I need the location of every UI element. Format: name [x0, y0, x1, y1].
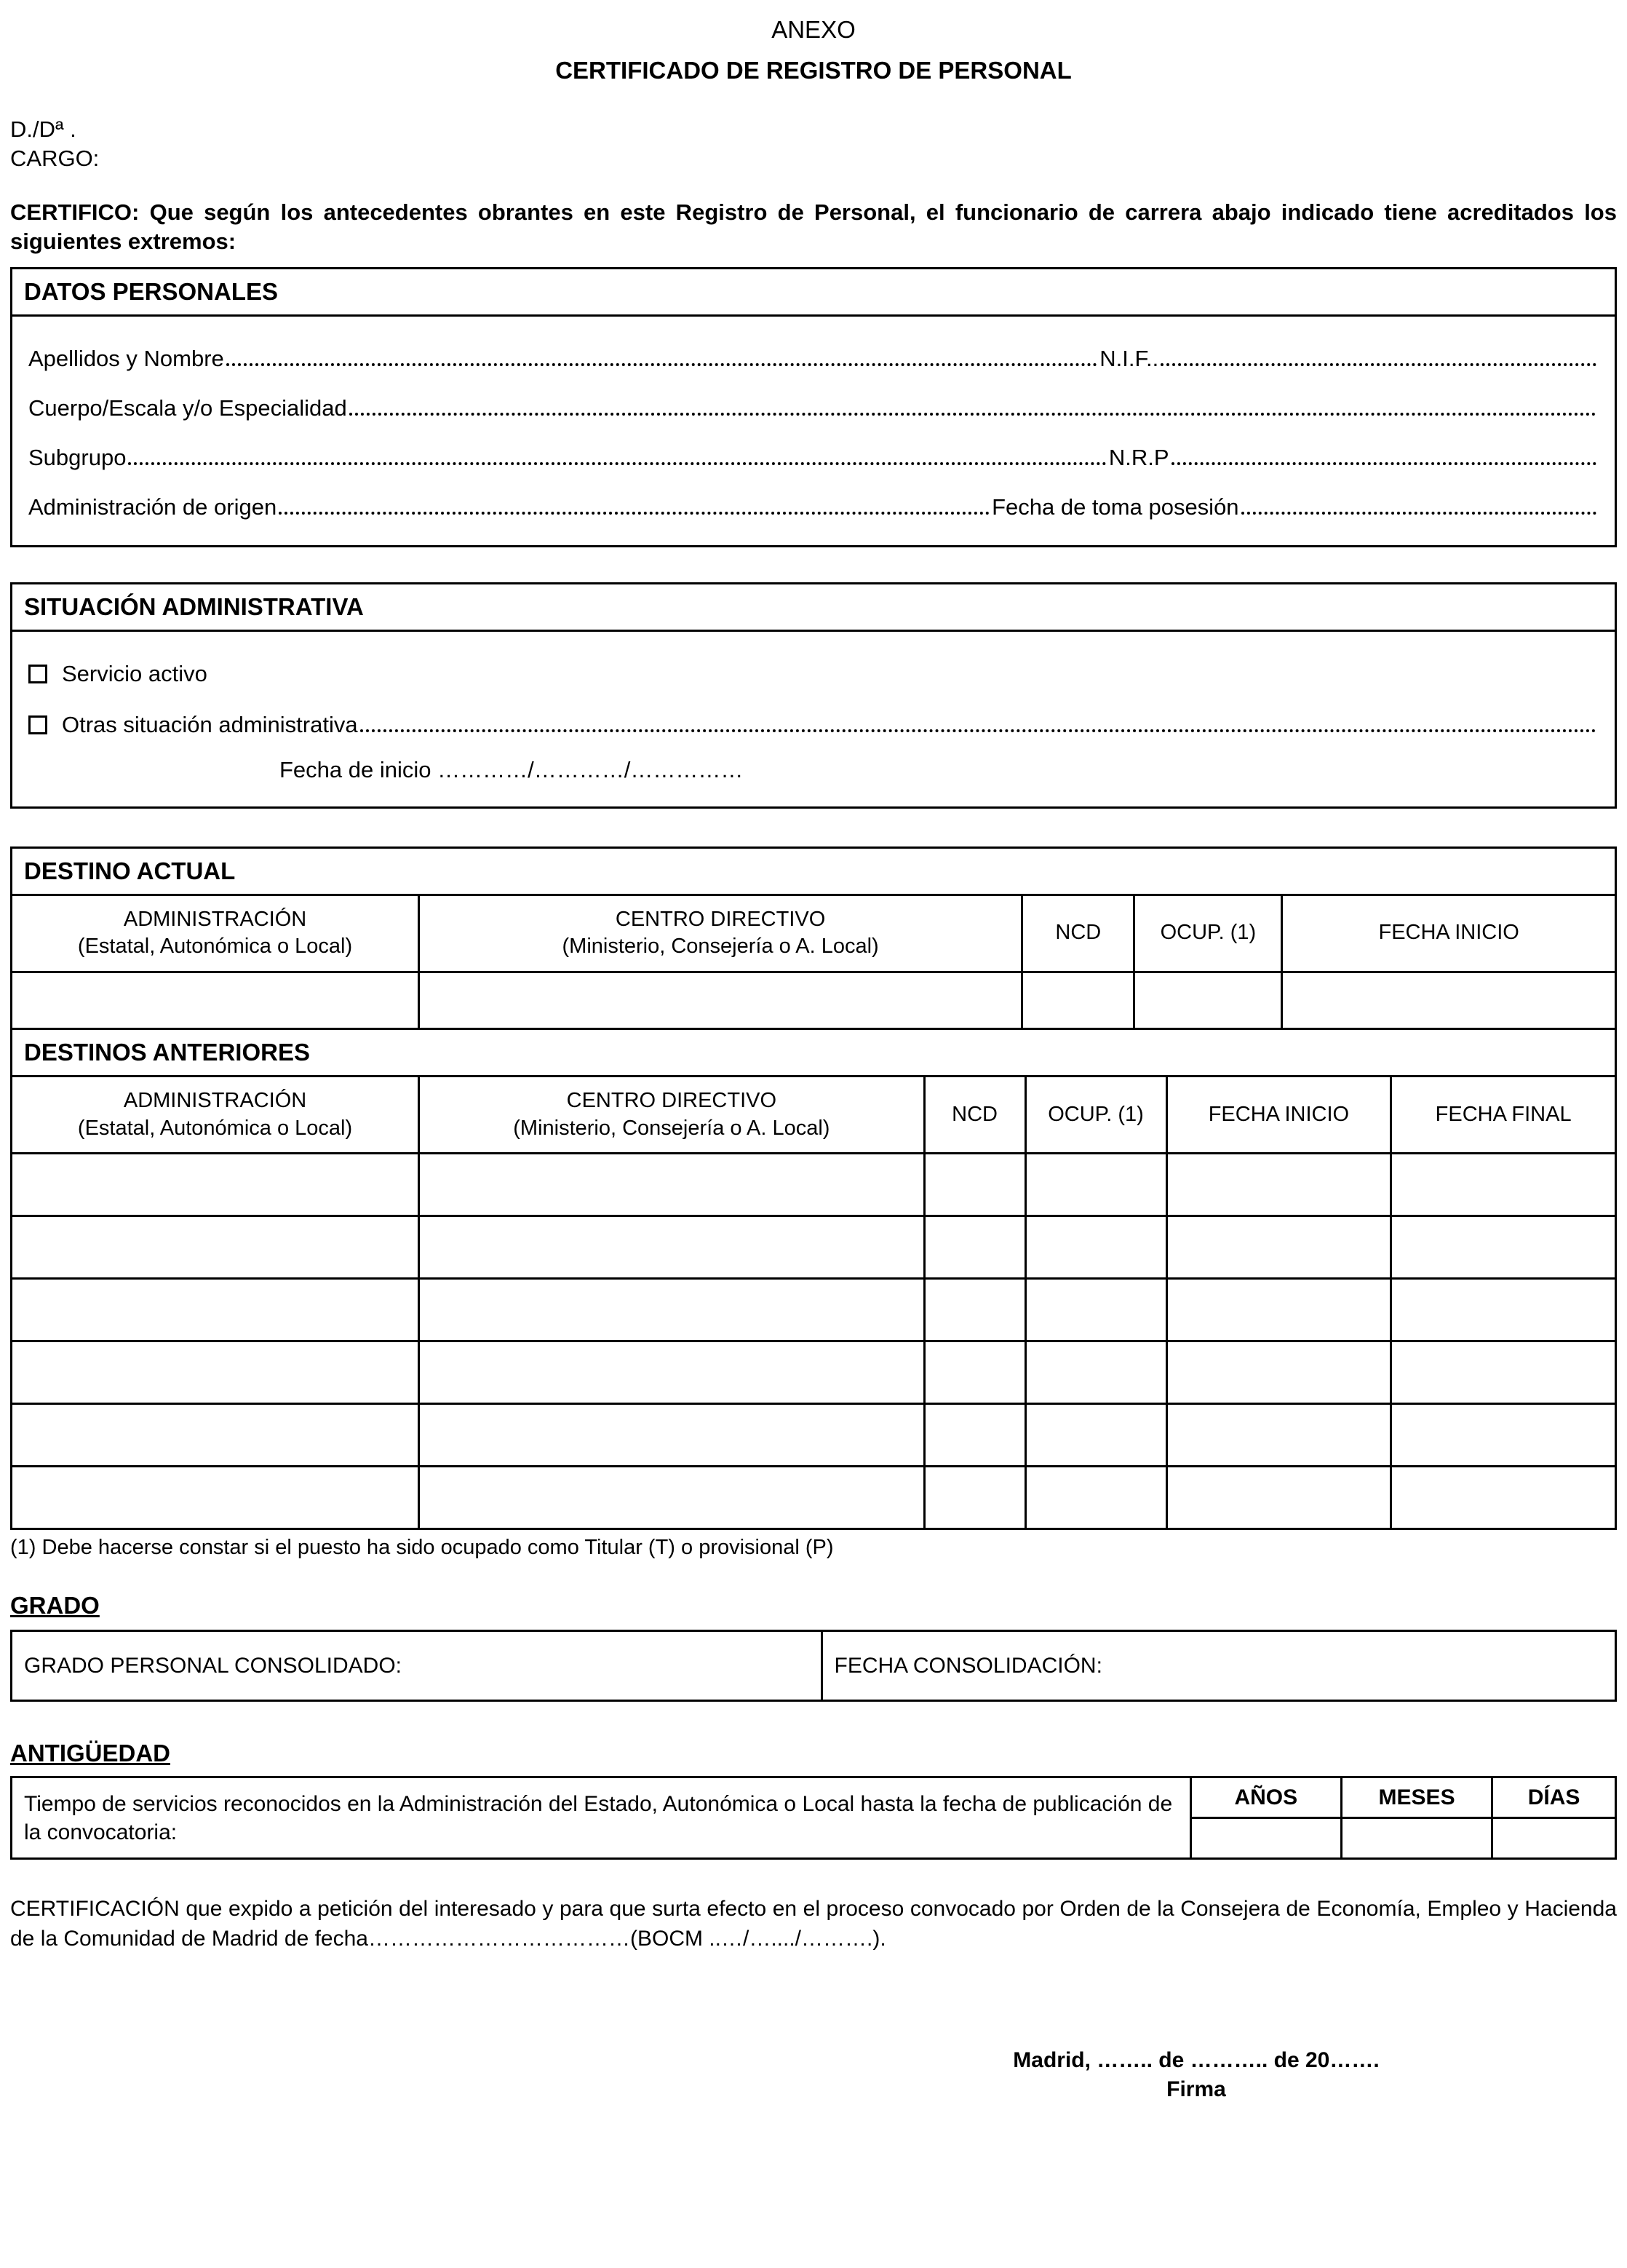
destino-section — [10, 846, 1617, 1531]
empty-cell — [419, 1279, 925, 1341]
empty-cell — [12, 1279, 419, 1341]
empty-cell — [1166, 1404, 1391, 1467]
certificate-page — [10, 16, 1617, 2102]
empty-cell — [419, 1154, 925, 1216]
empty-cell — [1022, 972, 1134, 1028]
empty-cell — [1025, 1341, 1166, 1404]
footnote-ocup: (1) Debe hacerse constar si el puesto ha sido ocupado como Titular (T) o provisional (P) — [10, 1536, 834, 1560]
otras-situacion-label: Otras situación administrativa — [62, 711, 358, 737]
otras-situacion-row — [28, 712, 1599, 738]
col-anos: AÑOS — [1190, 1777, 1341, 1818]
col-administracion-sub: (Estatal, Autonómica o Local) — [77, 935, 353, 959]
col-meses: MESES — [1341, 1777, 1492, 1818]
fecha-toma-posesion-label: Fecha de toma posesión — [992, 493, 1239, 520]
empty-cell — [1025, 1467, 1166, 1529]
cuerpo-escala-row — [28, 395, 1599, 421]
empty-cell — [419, 1216, 925, 1279]
dotted-leader — [226, 363, 1098, 366]
nrp-label: N.R.P — [1108, 444, 1169, 470]
situacion-administrativa-title: SITUACIÓN ADMINISTRATIVA — [12, 584, 1615, 632]
firma-label: Firma — [1166, 2077, 1226, 2102]
col-administracion-label: ADMINISTRACIÓN — [123, 1088, 307, 1112]
servicio-activo-checkbox[interactable] — [28, 665, 47, 683]
servicio-activo-row — [28, 661, 1599, 687]
dotted-leader — [1161, 363, 1596, 366]
col-centro-directivo-sub: (Ministerio, Consejería o A. Local) — [513, 1116, 830, 1140]
col-centro-directivo — [419, 1076, 925, 1153]
destinos-anteriores-empty-row — [12, 1154, 1616, 1216]
dotted-leader — [128, 462, 1106, 465]
col-ocup: OCUP. (1) — [1025, 1076, 1166, 1153]
empty-cell — [1166, 1216, 1391, 1279]
datos-personales-section — [10, 267, 1617, 547]
col-administracion-label: ADMINISTRACIÓN — [123, 907, 307, 931]
empty-cell — [12, 1154, 419, 1216]
empty-cell — [1391, 1216, 1616, 1279]
empty-cell — [1025, 1154, 1166, 1216]
empty-cell — [1025, 1404, 1166, 1467]
col-administracion — [12, 895, 419, 972]
fecha-inicio-line: Fecha de inicio …………/…………/…………… — [279, 756, 744, 782]
subgrupo-label: Subgrupo — [28, 444, 127, 470]
col-administracion — [12, 1076, 419, 1153]
destinos-anteriores-empty-row — [12, 1279, 1616, 1341]
col-centro-directivo-label: CENTRO DIRECTIVO — [615, 907, 826, 931]
empty-cell — [419, 972, 1022, 1028]
otras-situacion-checkbox[interactable] — [28, 715, 47, 734]
empty-cell — [924, 1404, 1025, 1467]
empty-cell — [924, 1341, 1025, 1404]
servicio-activo-label: Servicio activo — [62, 660, 207, 686]
signature-block — [942, 2048, 1451, 2102]
empty-cell — [1391, 1154, 1616, 1216]
antiguedad-heading: ANTIGÜEDAD — [10, 1740, 170, 1767]
grado-consolidado-cell: GRADO PERSONAL CONSOLIDADO: — [12, 1631, 822, 1701]
col-centro-directivo-label: CENTRO DIRECTIVO — [566, 1088, 777, 1112]
empty-cell — [1391, 1467, 1616, 1529]
anexo-heading: ANEXO — [771, 16, 856, 43]
empty-cell — [1166, 1154, 1391, 1216]
cuerpo-escala-label: Cuerpo/Escala y/o Especialidad — [28, 394, 347, 421]
col-ncd: NCD — [1022, 895, 1134, 972]
situacion-administrativa-section — [10, 582, 1617, 809]
empty-cell — [924, 1216, 1025, 1279]
situacion-body — [12, 632, 1615, 806]
certificacion-paragraph: CERTIFICACIÓN que expido a petición del interesado y para que surta efecto en el proceso convocado por Orden de la Consejera de Economía, Empleo y Hacienda de la Comunidad de Madrid de fecha………………………………(BOCM ..…/…..../……….). — [10, 1897, 1617, 1951]
antiguedad-table — [10, 1776, 1617, 1860]
empty-cell — [12, 972, 419, 1028]
empty-cell — [1166, 1341, 1391, 1404]
datos-personales-title: DATOS PERSONALES — [12, 269, 1615, 317]
empty-cell — [12, 1216, 419, 1279]
madrid-date-line: Madrid, …….. de ……….. de 20……. — [1013, 2048, 1380, 2073]
administracion-origen-label: Administración de origen — [28, 493, 277, 520]
tiempo-servicios-text: Tiempo de servicios reconocidos en la Administración del Estado, Autonómica o Local hasta la fecha de publicación de la convocatoria: — [12, 1777, 1191, 1859]
col-dias: DÍAS — [1492, 1777, 1616, 1818]
col-ocup: OCUP. (1) — [1134, 895, 1282, 972]
empty-cell — [1391, 1404, 1616, 1467]
empty-cell — [1166, 1279, 1391, 1341]
empty-cell — [1166, 1467, 1391, 1529]
nif-label: N.I.F.. — [1099, 345, 1159, 371]
col-ncd: NCD — [924, 1076, 1025, 1153]
col-fecha-final: FECHA FINAL — [1391, 1076, 1616, 1153]
destinos-anteriores-header-row — [12, 1076, 1616, 1153]
fecha-consolidacion-cell: FECHA CONSOLIDACIÓN: — [822, 1631, 1615, 1701]
empty-cell — [1391, 1279, 1616, 1341]
dotted-leader — [279, 512, 990, 515]
dotted-leader — [360, 729, 1596, 732]
empty-cell — [1341, 1818, 1492, 1859]
grado-row — [12, 1631, 1616, 1701]
empty-cell — [1492, 1818, 1616, 1859]
empty-cell — [924, 1154, 1025, 1216]
dotted-leader — [1171, 462, 1597, 465]
cargo-line: CARGO: — [10, 146, 100, 171]
empty-cell — [12, 1341, 419, 1404]
antiguedad-header-row — [12, 1777, 1616, 1818]
empty-cell — [1391, 1341, 1616, 1404]
dotted-leader — [349, 413, 1596, 416]
empty-cell — [924, 1279, 1025, 1341]
empty-cell — [924, 1467, 1025, 1529]
empty-cell — [419, 1404, 925, 1467]
col-fecha-inicio: FECHA INICIO — [1166, 1076, 1391, 1153]
empty-cell — [419, 1467, 925, 1529]
certifico-paragraph: CERTIFICO: Que según los antecedentes obrantes en este Registro de Personal, el funcionario de carrera abajo indicado tiene acreditados los siguientes extremos: — [10, 199, 1617, 255]
destinos-anteriores-empty-row — [12, 1216, 1616, 1279]
empty-cell — [1025, 1216, 1166, 1279]
col-fecha-inicio: FECHA INICIO — [1282, 895, 1616, 972]
apellidos-nombre-row — [28, 346, 1599, 372]
grado-table — [10, 1630, 1617, 1702]
empty-cell — [1190, 1818, 1341, 1859]
destinos-anteriores-table — [10, 1075, 1617, 1530]
destinos-anteriores-empty-row — [12, 1341, 1616, 1404]
dotted-leader — [1241, 512, 1596, 515]
destinos-anteriores-empty-row — [12, 1404, 1616, 1467]
subgrupo-row — [28, 445, 1599, 471]
document-title: CERTIFICADO DE REGISTRO DE PERSONAL — [555, 57, 1072, 84]
apellidos-nombre-label: Apellidos y Nombre — [28, 345, 224, 371]
col-administracion-sub: (Estatal, Autonómica o Local) — [77, 1116, 353, 1140]
grado-heading: GRADO — [10, 1592, 100, 1619]
empty-cell — [12, 1404, 419, 1467]
name-line: D./Dª . — [10, 116, 76, 142]
destino-actual-table — [10, 894, 1617, 1030]
empty-cell — [1282, 972, 1616, 1028]
destino-actual-header-row — [12, 895, 1616, 972]
col-centro-directivo — [419, 895, 1022, 972]
destino-actual-empty-row — [12, 972, 1616, 1028]
empty-cell — [1134, 972, 1282, 1028]
destinos-anteriores-title: DESTINOS ANTERIORES — [10, 1030, 1617, 1075]
destino-actual-title: DESTINO ACTUAL — [10, 846, 1617, 894]
col-centro-directivo-sub: (Ministerio, Consejería o A. Local) — [562, 935, 879, 959]
administracion-origen-row — [28, 494, 1599, 520]
empty-cell — [12, 1467, 419, 1529]
datos-personales-fields — [12, 317, 1615, 545]
empty-cell — [419, 1341, 925, 1404]
empty-cell — [1025, 1279, 1166, 1341]
destinos-anteriores-empty-row — [12, 1467, 1616, 1529]
